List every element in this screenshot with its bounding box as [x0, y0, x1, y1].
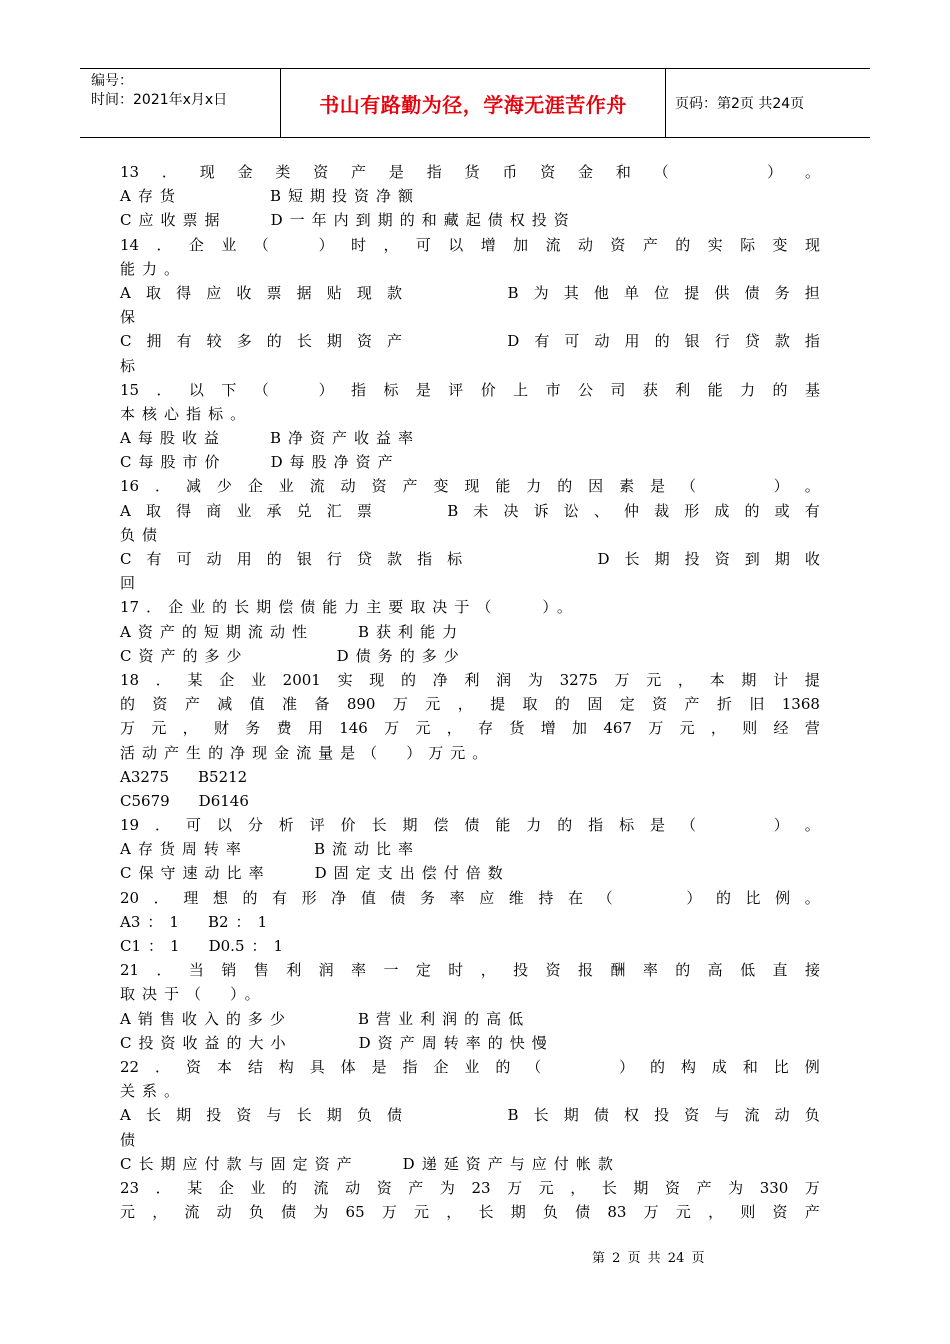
header-page-info: 页码：第2页 共24页 [675, 96, 805, 112]
text-line: A 存 货 B 短 期 投 资 净 额 [120, 187, 414, 206]
text-line: A 取 得 应 收 票 据 贴 现 款 B 为 其 他 单 位 提 供 债 务 担 [120, 283, 820, 302]
text-line: 取 决 于 （ ） 。 [120, 985, 260, 1004]
text-line: 21 ． 当 销 售 利 润 率 一 定 时 ， 投 资 报 酬 率 的 高 低 直 接 [120, 961, 820, 980]
text-line: C 保 守 速 动 比 率 D 固 定 支 出 偿 付 倍 数 [120, 864, 503, 883]
text-line: C 投 资 收 益 的 大 小 D 资 产 周 转 率 的 快 慢 [120, 1033, 547, 1052]
text-line: A 每 股 收 益 B 净 资 产 收 益 率 [120, 429, 414, 448]
text-line: C5679 D6146 [120, 791, 249, 810]
text-line: 债 [120, 1130, 136, 1149]
text-line: 万 元 ， 财 务 费 用 146 万 元 ， 存 货 增 加 467 万 元 ， 则 经 营 [120, 719, 820, 738]
text-line: A 存 货 周 转 率 B 流 动 比 率 [120, 840, 414, 859]
text-line: A 长 期 投 资 与 长 期 负 债 B 长 期 债 权 投 资 与 流 动 负 [120, 1106, 820, 1125]
document-time-label: 时间：2021年x月x日 [91, 92, 228, 108]
text-line: C 有 可 动 用 的 银 行 贷 款 指 标 D 长 期 投 资 到 期 收 [120, 550, 820, 568]
text-line: 16 ． 减 少 企 业 流 动 资 产 变 现 能 力 的 因 素 是 （ ） 。 [120, 477, 820, 496]
text-line: 的 资 产 减 值 准 备 890 万 元 ， 提 取 的 固 定 资 产 折 旧 1368 [120, 695, 820, 714]
text-line: A 取 得 商 业 承 兑 汇 票 B 未 决 诉 讼 、 仲 裁 形 成 的 或 有 [120, 501, 820, 520]
text-line: 15 ． 以 下 （ ） 指 标 是 评 价 上 市 公 司 获 利 能 力 的 基 [120, 380, 820, 399]
text-line: 回 [120, 574, 136, 593]
document-body [120, 160, 820, 1224]
text-line: 18 ． 某 企 业 2001 实 现 的 净 利 润 为 3275 万 元 ， 本 期 计 提 [120, 670, 820, 689]
text-line: C1 ： 1 D0.5 ： 1 [120, 937, 284, 955]
text-line: 活 动 产 生 的 净 现 金 流 量 是 （ ） 万 元 。 [120, 743, 488, 762]
page-footer: 第 2 页 共 24 页 [592, 1251, 705, 1266]
text-line: A3275 B5212 [120, 767, 248, 786]
text-line: C 应 收 票 据 D 一 年 内 到 期 的 和 藏 起 债 权 投 资 [120, 211, 569, 230]
document-number-label: 编号： [91, 73, 133, 89]
header-info-cell [80, 69, 280, 137]
text-line: 13 ． 现 金 类 资 产 是 指 货 币 资 金 和 （ ） 。 [120, 163, 820, 181]
text-line: 元 ， 流 动 负 债 为 65 万 元 ， 长 期 负 债 83 万 元 ， 则 资 产 [120, 1203, 820, 1222]
text-line: 关 系 。 [120, 1082, 180, 1101]
text-line: 能 力 。 [120, 259, 180, 278]
header-page-cell [664, 69, 870, 137]
text-line: 20 ． 理 想 的 有 形 净 值 债 务 率 应 维 持 在 （ ） 的 比 例 。 [120, 888, 820, 907]
text-line: 19 ． 可 以 分 析 评 价 长 期 偿 债 能 力 的 指 标 是 （ ） 。 [120, 816, 820, 835]
text-line: A 销 售 收 入 的 多 少 B 营 业 利 润 的 高 低 [120, 1009, 524, 1028]
text-line: 22 ． 资 本 结 构 具 体 是 指 企 业 的 （ ） 的 构 成 和 比 例 [120, 1057, 820, 1076]
header-motto-cell [280, 69, 666, 137]
text-line: 23 ． 某 企 业 的 流 动 资 产 为 23 万 元 ， 长 期 资 产 为 330 万 [120, 1178, 820, 1197]
text-line: 本 核 心 指 标 。 [120, 404, 246, 423]
text-line: 标 [120, 356, 136, 375]
text-line: C 长 期 应 付 款 与 固 定 资 产 D 递 延 资 产 与 应 付 帐 款 [120, 1154, 613, 1173]
text-line: C 资 产 的 多 少 D 债 务 的 多 少 [120, 646, 459, 665]
text-line: A3 ： 1 B2 ： 1 [120, 912, 268, 931]
text-line: 负 债 [120, 525, 158, 544]
text-line: C 每 股 市 价 D 每 股 净 资 产 [120, 453, 393, 472]
header-motto: 书山有路勤为径，学海无涯苦作舟 [319, 92, 627, 117]
text-line: 14 ． 企 业 （ ） 时 ， 可 以 增 加 流 动 资 产 的 实 际 变 现 [120, 235, 820, 254]
text-line: C 拥 有 较 多 的 长 期 资 产 D 有 可 动 用 的 银 行 贷 款 指 [120, 332, 820, 351]
text-line: 保 [120, 308, 136, 327]
text-line: A 资 产 的 短 期 流 动 性 B 获 利 能 力 [120, 622, 458, 641]
page-header [80, 68, 870, 138]
text-line: 17 ． 企 业 的 长 期 偿 债 能 力 主 要 取 决 于 （ ） 。 [120, 598, 572, 617]
